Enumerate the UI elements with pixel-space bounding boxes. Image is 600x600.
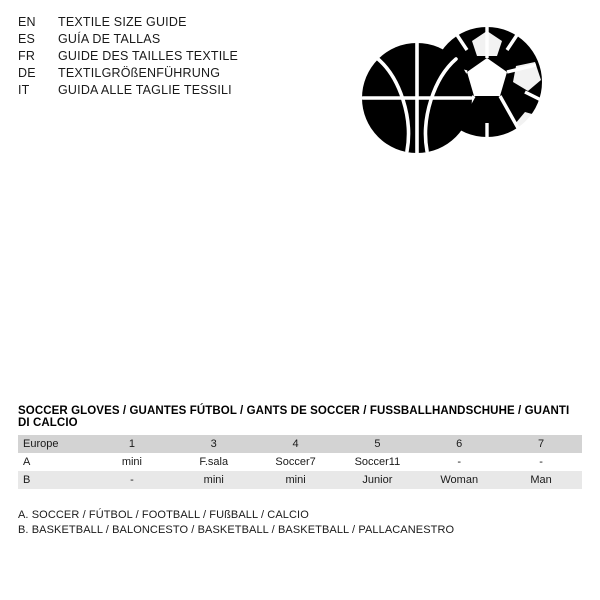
table-cell: mini [91,453,173,471]
table-header-cell: 1 [91,435,173,453]
table-title: SOCCER GLOVES / GUANTES FÚTBOL / GANTS DE SOCCER / FUSSBALLHANDSCHUHE / GUANTI DI CALCIO [18,405,570,429]
language-row [18,82,358,99]
table-header-cell: 5 [336,435,418,453]
language-code: ES [18,32,36,46]
size-table-section [18,405,582,489]
language-code: EN [18,15,36,29]
table-cell: Man [500,471,582,489]
table-header-cell: 7 [500,435,582,453]
language-title: GUIDE DES TAILLES TEXTILE [58,49,239,63]
language-title: GUIDA ALLE TAGLIE TESSILI [58,83,232,97]
table-cell: - [500,453,582,471]
table-cell: mini [255,471,337,489]
language-title: GUÍA DE TALLAS [58,32,161,46]
table-cell: B [18,471,91,489]
basketball-icon [362,43,472,153]
language-title: TEXTILGRÖßENFÜHRUNG [58,66,221,80]
table-header-cell: 6 [418,435,500,453]
table-header-row [18,435,582,453]
footnote-a: A. SOCCER / FÚTBOL / FOOTBALL / FUßBALL / CALCIO [18,509,309,521]
table-cell: - [418,453,500,471]
size-table [18,435,582,489]
table-row [18,453,582,471]
footnotes-block [18,508,578,538]
table-cell: - [91,471,173,489]
language-row [18,65,358,82]
table-cell: Soccer11 [336,453,418,471]
table-row [18,471,582,489]
table-header-cell: 3 [173,435,255,453]
language-title: TEXTILE SIZE GUIDE [58,15,187,29]
table-cell: Woman [418,471,500,489]
table-header-cell: Europe [18,435,91,453]
language-code: DE [18,66,36,80]
table-cell: mini [173,471,255,489]
table-cell: Junior [336,471,418,489]
table-header-cell: 4 [255,435,337,453]
language-row [18,14,358,31]
table-cell: A [18,453,91,471]
language-code: IT [18,83,30,97]
language-row [18,31,358,48]
balls-illustration [355,20,555,165]
footnote-b: B. BASKETBALL / BALONCESTO / BASKETBALL / BASKETBALL / PALLACANESTRO [18,524,455,536]
language-header-block [18,14,358,99]
table-cell: Soccer7 [255,453,337,471]
language-code: FR [18,49,36,63]
language-row [18,48,358,65]
table-cell: F.sala [173,453,255,471]
